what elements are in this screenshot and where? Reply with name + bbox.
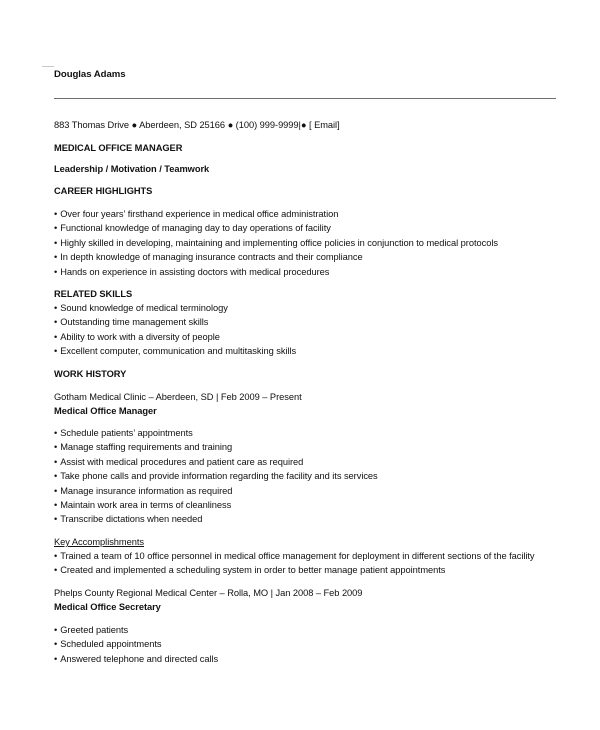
header-rule xyxy=(54,98,556,99)
list-item: • Sound knowledge of medical terminology xyxy=(54,301,296,315)
career-highlights-list xyxy=(54,207,498,279)
list-item: • Transcribe dictations when needed xyxy=(54,512,378,526)
list-item: • Schedule patients’ appointments xyxy=(54,426,378,440)
list-item: • In depth knowledge of managing insurance contracts and their compliance xyxy=(54,250,498,264)
list-item: • Created and implemented a scheduling system in order to better manage patient appointments xyxy=(54,563,535,577)
related-skills-list xyxy=(54,301,296,359)
job-role: Medical Office Manager xyxy=(54,406,157,416)
candidate-name: Douglas Adams xyxy=(54,69,126,80)
list-item: • Scheduled appointments xyxy=(54,637,218,651)
page-corner-mark xyxy=(42,66,54,67)
list-item: • Hands on experience in assisting doctors with medical procedures xyxy=(54,265,498,279)
list-item: • Outstanding time management skills xyxy=(54,315,296,329)
job-employer: Gotham Medical Clinic – Aberdeen, SD | Feb 2009 – Present xyxy=(54,392,302,402)
list-item: • Manage insurance information as required xyxy=(54,484,378,498)
list-item: • Greeted patients xyxy=(54,623,218,637)
job-duties-list xyxy=(54,623,218,666)
list-item: • Maintain work area in terms of cleanliness xyxy=(54,498,378,512)
job-role: Medical Office Secretary xyxy=(54,602,161,612)
key-accomplishments-heading: Key Accomplishments xyxy=(54,537,144,547)
list-item: • Trained a team of 10 office personnel in medical office management for deployment in different sections of the facility xyxy=(54,549,535,563)
tagline: Leadership / Motivation / Teamwork xyxy=(54,164,210,174)
list-item: • Over four years’ firsthand experience in medical office administration xyxy=(54,207,498,221)
career-highlights-heading: CAREER HIGHLIGHTS xyxy=(54,186,153,196)
list-item: • Take phone calls and provide information regarding the facility and its services xyxy=(54,469,378,483)
list-item: • Functional knowledge of managing day to day operations of facility xyxy=(54,221,498,235)
job-employer: Phelps County Regional Medical Center – Rolla, MO | Jan 2008 – Feb 2009 xyxy=(54,588,363,598)
list-item: • Ability to work with a diversity of people xyxy=(54,330,296,344)
list-item: • Manage staffing requirements and training xyxy=(54,440,378,454)
related-skills-heading: RELATED SKILLS xyxy=(54,289,133,299)
contact-line: 883 Thomas Drive ● Aberdeen, SD 25166 ● (100) 999-9999|● [ Email] xyxy=(54,120,340,130)
list-item: • Excellent computer, communication and multitasking skills xyxy=(54,344,296,358)
list-item: • Answered telephone and directed calls xyxy=(54,652,218,666)
job-title: MEDICAL OFFICE MANAGER xyxy=(54,143,183,153)
accomplishments-list xyxy=(54,549,535,578)
job-duties-list xyxy=(54,426,378,527)
work-history-heading: WORK HISTORY xyxy=(54,369,127,379)
list-item: • Highly skilled in developing, maintaining and implementing office policies in conjunction to medical protocols xyxy=(54,236,498,250)
list-item: • Assist with medical procedures and patient care as required xyxy=(54,455,378,469)
